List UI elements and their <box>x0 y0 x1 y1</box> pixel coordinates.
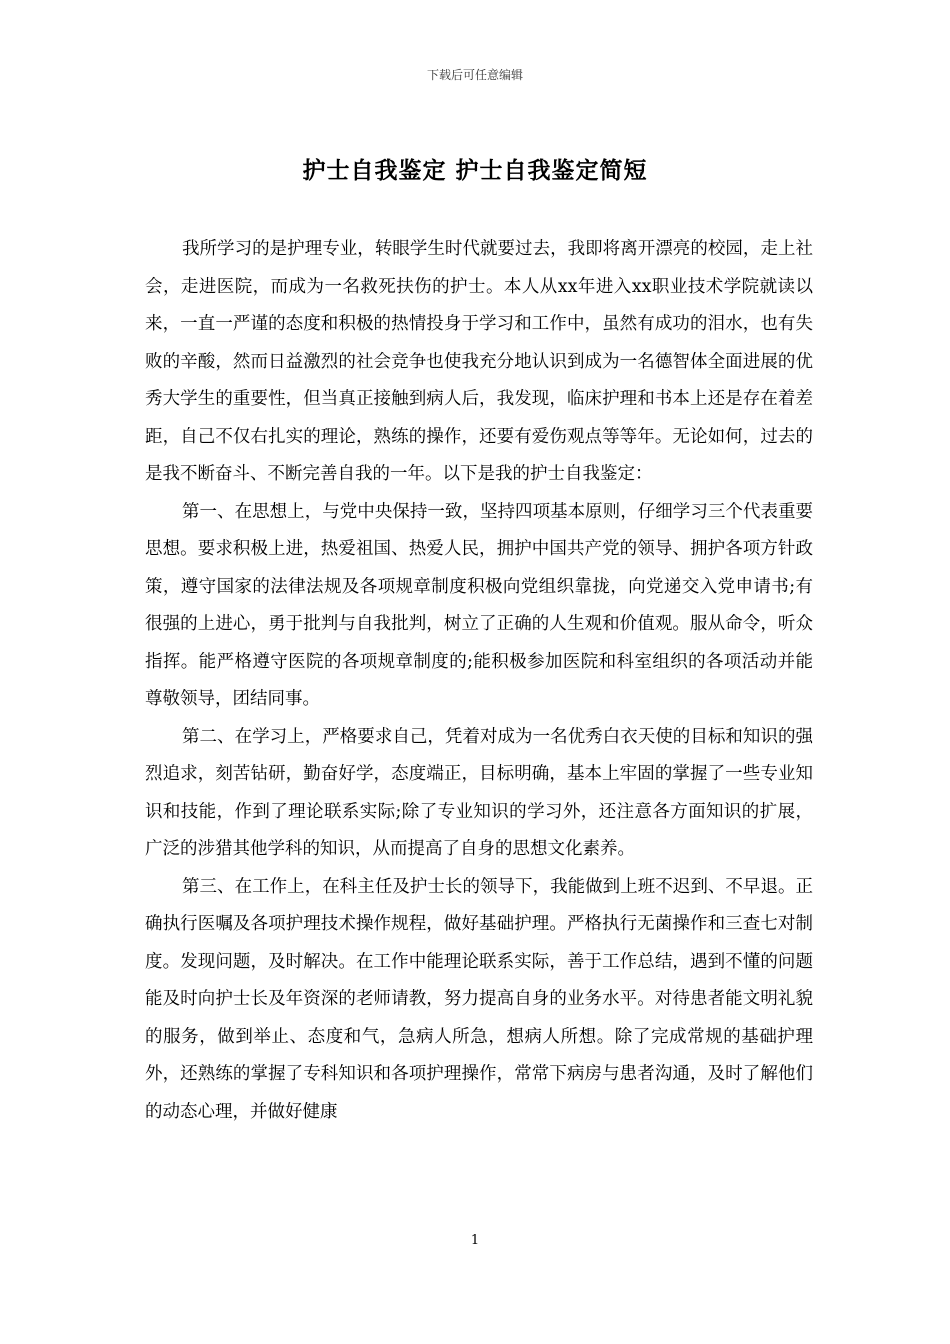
page-number: 1 <box>470 1233 480 1248</box>
paragraph-intro: 我所学习的是护理专业，转眼学生时代就要过去，我即将离开漂亮的校园，走上社会，走进医院，而成为一名救死扶伤的护士。本人从xx年进入xx职业技术学院就读以来，一直一严谨的态度和积极的热情投身于学习和工作中，虽然有成功的泪水，也有失败的辛酸，然而日益激烈的社会竞争也使我充分地认识到成为一名德智体全面进展的优秀大学生的重要性，但当真正接触到病人后，我发现，临床护理和书本上还是存在着差距，自己不仅右扎实的理论，熟练的操作，还要有爱伤观点等等年。无论如何，过去的是我不断奋斗、不断完善自我的一年。以下是我的护士自我鉴定： <box>145 239 813 484</box>
header-note: 下载后可任意编辑 <box>426 68 523 82</box>
paragraph-ideology: 第一、在思想上，与党中央保持一致，坚持四项基本原则，仔细学习三个代表重要思想。要求积极上进，热爱祖国、热爱人民，拥护中国共产党的领导、拥护各项方针政策，遵守国家的法律法规及各项规章制度积极向党组织靠拢，向党递交入党申请书;有很强的上进心，勇于批判与自我批判，树立了正确的人生观和价值观。服从命令，听众指挥。能严格遵守医院的各项规章制度的;能积极参加医院和科室组织的各项活动并能尊敬领导，团结同事。 <box>145 501 813 709</box>
document-body <box>145 231 813 1131</box>
paragraph-work: 第三、在工作上，在科主任及护士长的领导下，我能做到上班不迟到、不早退。正确执行医嘱及各项护理技术操作规程，做好基础护理。严格执行无菌操作和三查七对制度。发现问题，及时解决。在工作中能理论联系实际，善于工作总结，遇到不懂的问题能及时向护士长及年资深的老师请教，努力提高自身的业务水平。对待患者能文明礼貌的服务，做到举止、态度和气，急病人所急，想病人所想。除了完成常规的基础护理外，还熟练的掌握了专科知识和各项护理操作，常常下病房与患者沟通，及时了解他们的动态心理，并做好健康 <box>145 876 813 1122</box>
document-title: 护士自我鉴定 护士自我鉴定简短 <box>302 157 648 184</box>
paragraph-study: 第二、在学习上，严格要求自己，凭着对成为一名优秀白衣天使的目标和知识的强烈追求，刻苦钻研，勤奋好学，态度端正，目标明确，基本上牢固的掌握了一些专业知识和技能，作到了理论联系实际;除了专业知识的学习外，还注意各方面知识的扩展，广泛的涉猎其他学科的知识，从而提高了自身的思想文化素养。 <box>145 726 813 859</box>
